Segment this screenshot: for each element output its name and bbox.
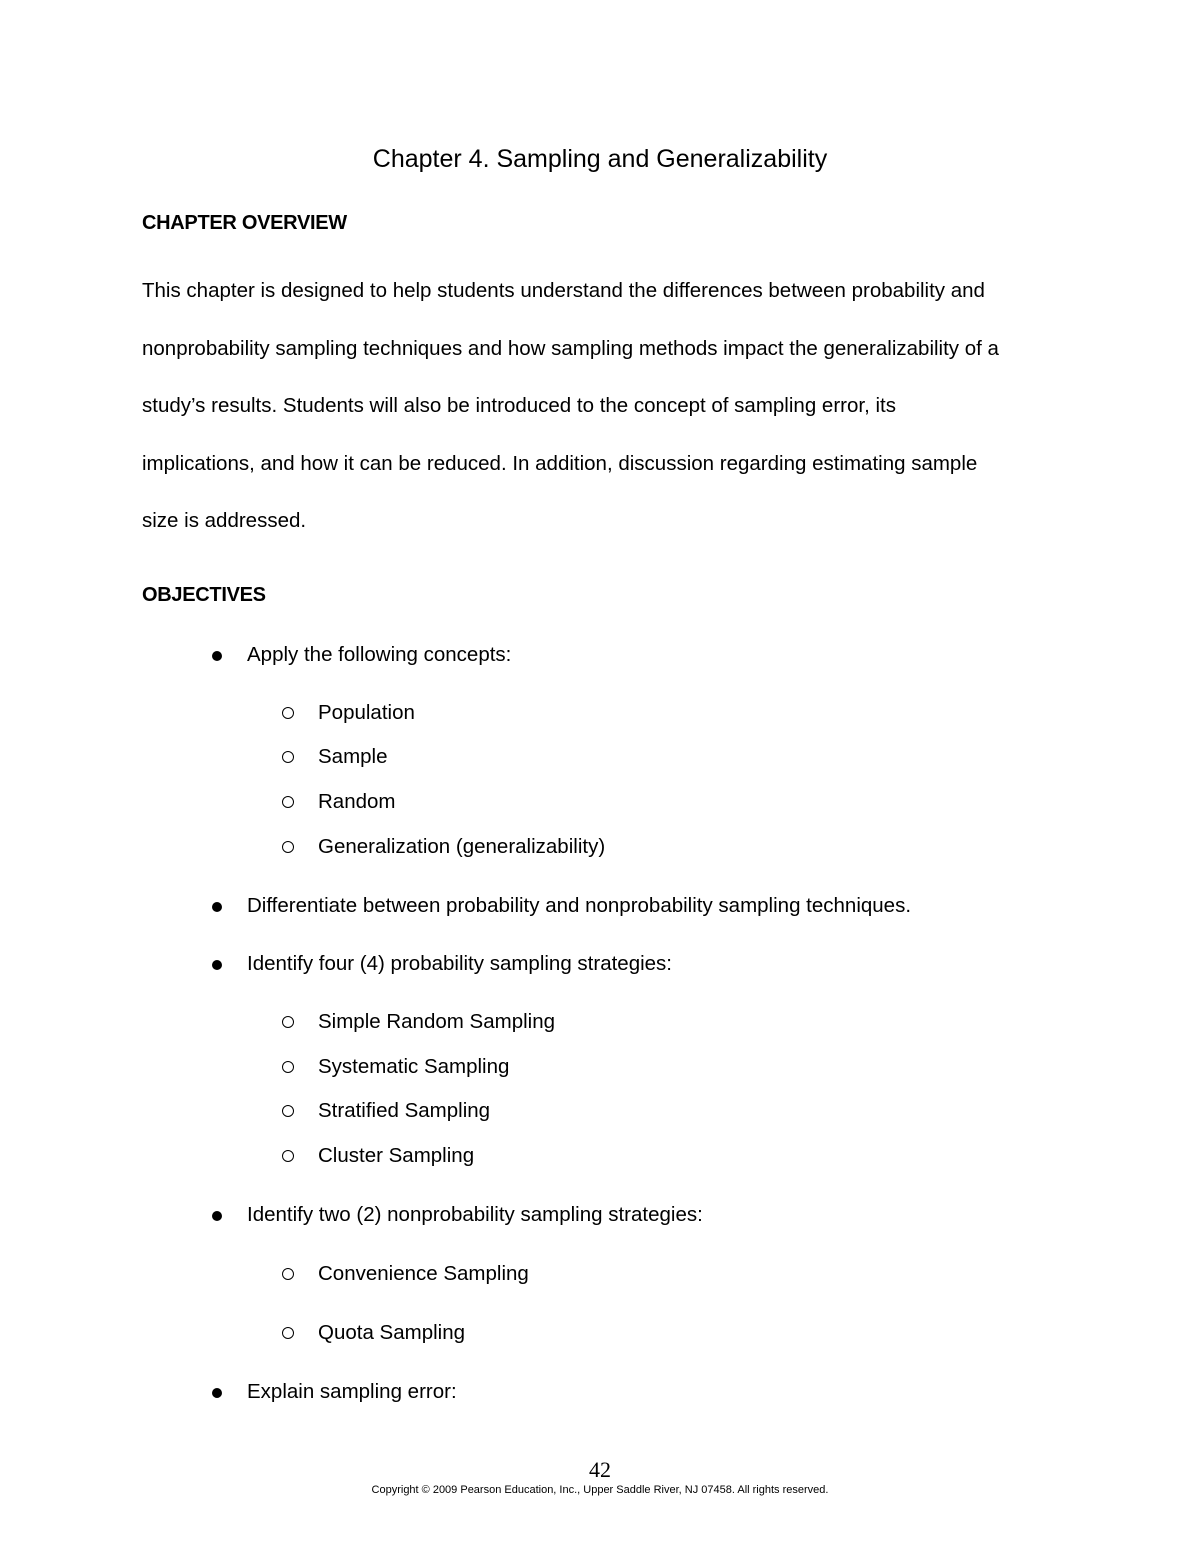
page-number: 42	[589, 1457, 611, 1482]
bullet-icon	[212, 960, 222, 970]
objective-subitem: Simple Random Sampling	[318, 1010, 556, 1033]
objective-item: Apply the following concepts:	[247, 643, 512, 666]
circle-bullet-icon	[282, 841, 294, 853]
circle-bullet-icon	[282, 1327, 294, 1339]
circle-bullet-icon	[282, 1061, 294, 1073]
overview-line: This chapter is designed to help students understand the differences between probability and	[142, 279, 985, 302]
bullet-icon	[212, 902, 222, 912]
circle-bullet-icon	[282, 1105, 294, 1117]
objective-item: Identify two (2) nonprobability sampling strategies:	[247, 1203, 703, 1226]
circle-bullet-icon	[282, 1150, 294, 1162]
overview-line: size is addressed.	[142, 509, 307, 532]
circle-bullet-icon	[282, 751, 294, 763]
objective-subitem: Generalization (generalizability)	[318, 835, 606, 858]
overview-line: nonprobability sampling techniques and how sampling methods impact the generalizability of a	[142, 336, 999, 360]
objectives-heading: OBJECTIVES	[142, 584, 266, 606]
chapter-title: Chapter 4. Sampling and Generalizability	[372, 145, 828, 173]
objective-subitem: Convenience Sampling	[318, 1262, 529, 1285]
overview-line: study’s results. Students will also be introduced to the concept of sampling error, its	[142, 394, 896, 417]
bullet-icon	[212, 1388, 222, 1398]
overview-heading: CHAPTER OVERVIEW	[142, 212, 347, 234]
bullet-icon	[212, 651, 222, 661]
objective-subitem: Sample	[318, 745, 388, 768]
circle-bullet-icon	[282, 1268, 294, 1280]
circle-bullet-icon	[282, 707, 294, 719]
bullet-icon	[212, 1211, 222, 1221]
objective-subitem: Quota Sampling	[318, 1321, 466, 1344]
objective-item: Explain sampling error:	[247, 1380, 457, 1403]
objective-subitem: Systematic Sampling	[318, 1055, 510, 1078]
copyright-notice: Copyright © 2009 Pearson Education, Inc., Upper Saddle River, NJ 07458. All rights reserved.	[371, 1484, 829, 1496]
objective-subitem: Cluster Sampling	[318, 1144, 475, 1167]
overview-line: implications, and how it can be reduced. In addition, discussion regarding estimating sample	[142, 451, 978, 475]
circle-bullet-icon	[282, 1016, 294, 1028]
objective-item: Identify four (4) probability sampling strategies:	[247, 952, 673, 975]
objective-subitem: Population	[318, 701, 415, 724]
objective-subitem: Random	[318, 790, 396, 813]
overview-paragraph	[142, 262, 1062, 550]
objective-subitem: Stratified Sampling	[318, 1099, 491, 1122]
circle-bullet-icon	[282, 796, 294, 808]
objective-item: Differentiate between probability and nonprobability sampling techniques.	[247, 894, 912, 917]
